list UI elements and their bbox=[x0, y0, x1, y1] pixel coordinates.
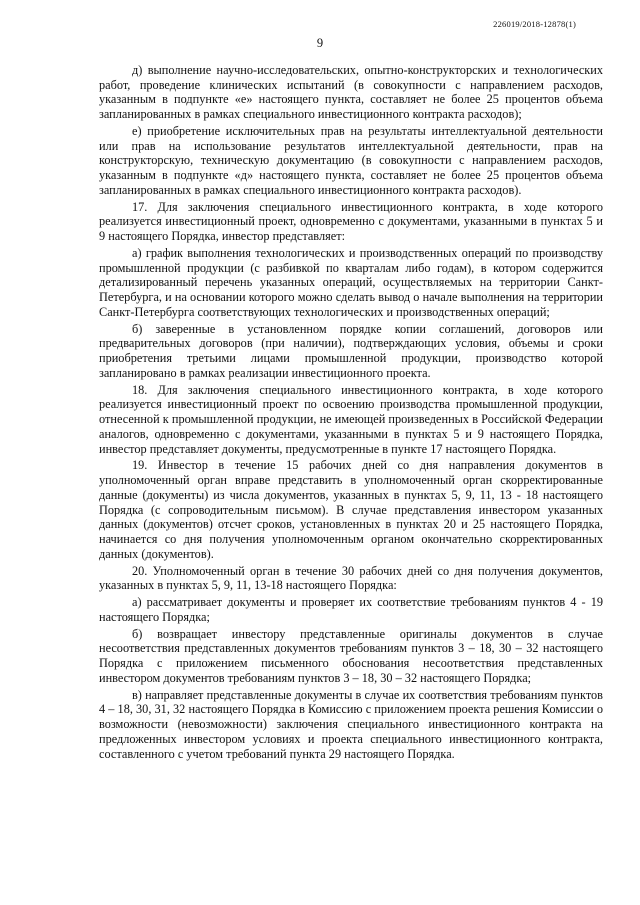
paragraph-20: 20. Уполномоченный орган в течение 30 рабочих дней со дня получения документов, указанных в пунктах 5, 9, 11, 13-18 настоящего Порядка: bbox=[99, 563, 603, 593]
document-id: 226019/2018-12878(1) bbox=[493, 19, 576, 29]
paragraph-17b: б) заверенные в установленном порядке копии соглашений, договоров или предварительных договоров (при наличии), подтверждающих условия, объемы и сроки приобретения третьими лицами промышленной продукции, производство которой запланировано в рамках реализации инвестиционного проекта. bbox=[99, 321, 603, 380]
paragraph-17: 17. Для заключения специального инвестиционного контракта, в ходе которого реализуется инвестиционный проект, одновременно с документами, указанными в пунктах 5 и 9 настоящего Порядка, инвестор представляет: bbox=[99, 199, 603, 244]
paragraph-18: 18. Для заключения специального инвестиционного контракта, в ходе которого реализуется инвестиционный проект по освоению производства промышленной продукции, отнесенной к промышленной продукции, не имеющей произведенных в Российской Федерации аналогов, одновременно с документами, указанными в пунктах 5 и 9 настоящего Порядка, инвестор представляет документы, предусмотренные в пункте 17 настоящего Порядка. bbox=[99, 382, 603, 456]
document-body bbox=[99, 63, 603, 763]
paragraph-20a: а) рассматривает документы и проверяет их соответствие требованиям пунктов 4 - 19 настоящего Порядка; bbox=[99, 595, 603, 624]
page-number: 9 bbox=[316, 36, 324, 50]
paragraph-20b: б) возвращает инвестору представленные оригиналы документов в случае несоответствия представленных документов требованиям пунктов 3 – 18, 30 – 32 настоящего Порядка с приложением письменного обоснования несоответствия представленных инвестором документов требованиям пунктов 3 – 18, 30 – 32 настоящего Порядка; bbox=[99, 626, 603, 685]
paragraph-16d: д) выполнение научно-исследовательских, опытно-конструкторских и технологических работ, проведение клинических испытаний (в совокупности с направлением расходов, указанным в подпункте «е» настоящего пункта, составляет не более 25 процентов объема запланированных в рамках специального инвестиционного контракта расходов); bbox=[99, 63, 603, 122]
paragraph-19: 19. Инвестор в течение 15 рабочих дней со дня направления документов в уполномоченный орган вправе представить в уполномоченный орган скорректированные данные (документы) из числа документов, указанных в пунктах 5, 9, 11, 13 - 18 настоящего Порядка (с сопроводительным письмом). В случае представления инвестором указанных данных (документов) отсчет сроков, установленных в пунктах 20 и 25 настоящего Порядка, начинается со дня получения уполномоченным органом окончательно скорректированных данных (документов). bbox=[99, 458, 603, 561]
paragraph-17a: а) график выполнения технологических и производственных операций по производству промышленной продукции (с разбивкой по кварталам либо годам), в котором содержится детализированный перечень указанных операций, осуществляемых на территории Санкт-Петербурга, и на основании которого можно сделать вывод о начале выполнения на территории Санкт-Петербурга соответствующих технологических и производственных операций; bbox=[99, 246, 603, 319]
paragraph-16e: е) приобретение исключительных прав на результаты интеллектуальной деятельности или прав на использование результатов интеллектуальной деятельности, прав на конструкторскую, техническую документацию (в совокупности с направлением расходов, указанным в подпункте «д» настоящего пункта, составляет не более 25 процентов объема запланированных в рамках специального инвестиционного контракта расходов). bbox=[99, 124, 603, 197]
paragraph-20v: в) направляет представленные документы в случае их соответствия требованиям пунктов 4 – 18, 30, 31, 32 настоящего Порядка в Комиссию с приложением проекта решения Комиссии о возможности (невозможности) заключения специального инвестиционного контракта на предложенных инвестором условиях и проекта специального инвестиционного контракта, составленного с учетом требований пункта 29 настоящего Порядка. bbox=[99, 687, 603, 761]
